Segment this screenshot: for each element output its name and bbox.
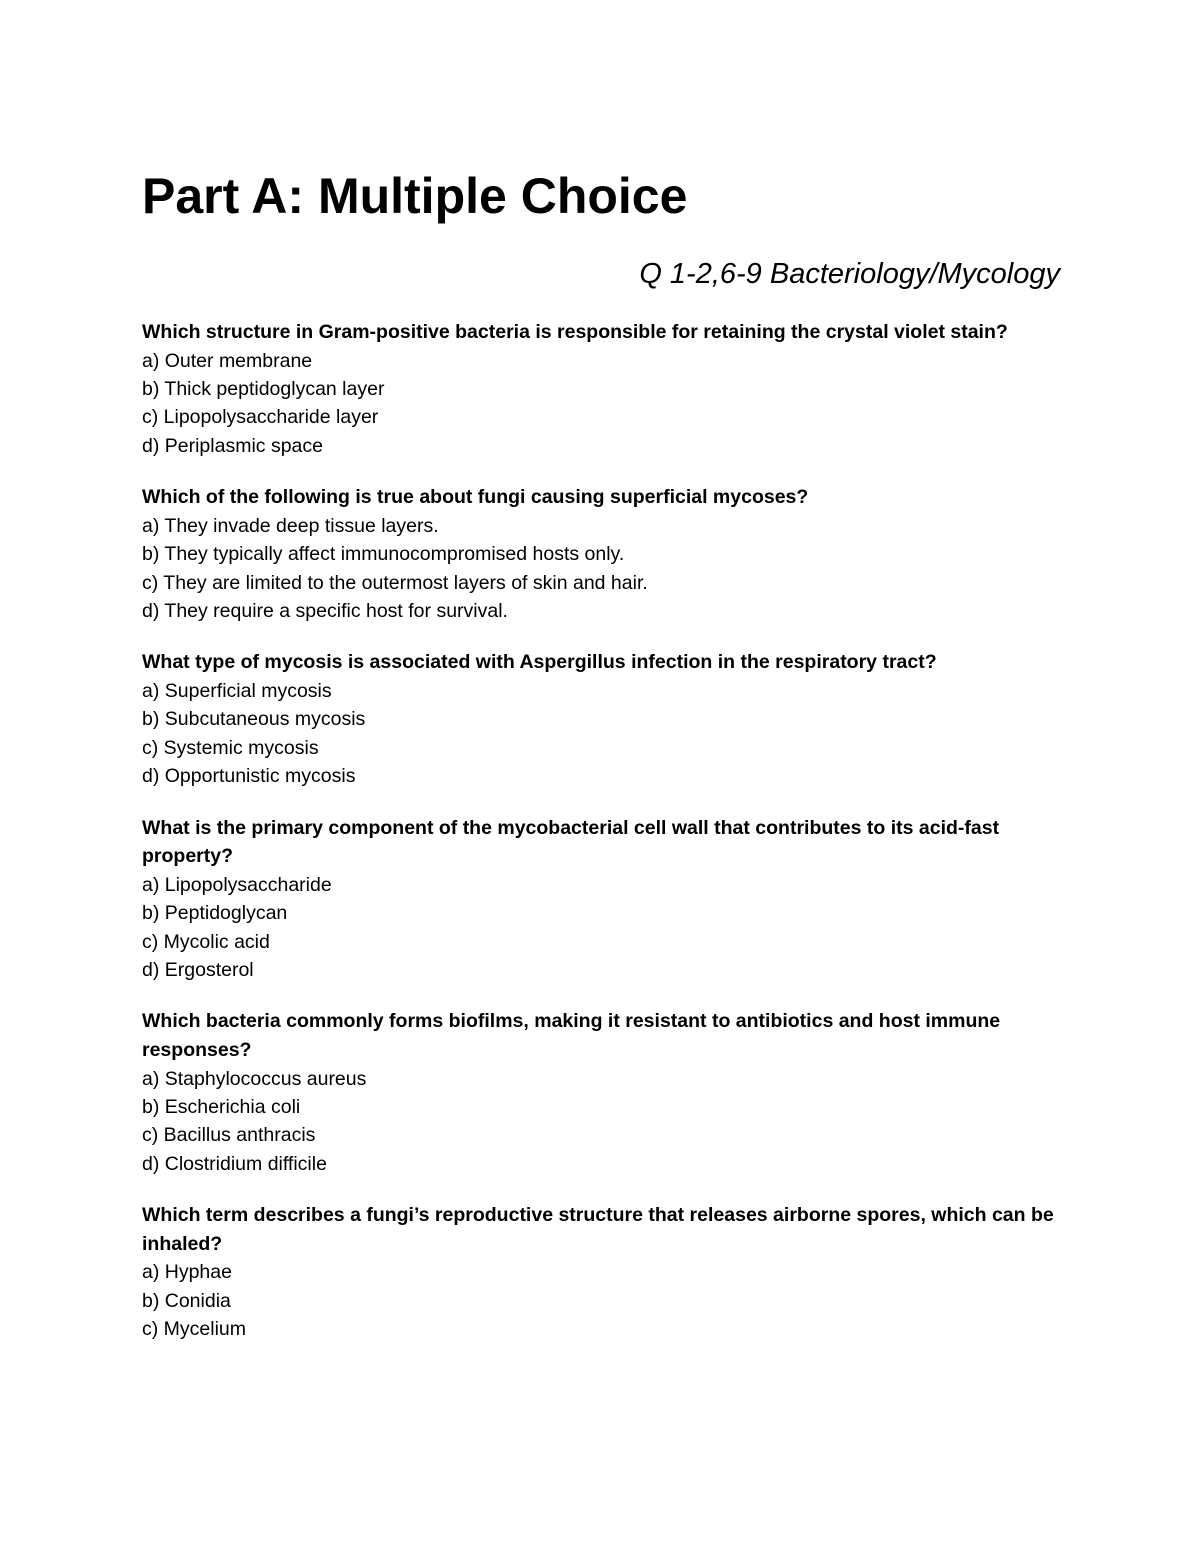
answer-option-c: c) Mycelium [142, 1318, 247, 1341]
question-text: Which structure in Gram-positive bacteria is responsible for retaining the crystal violet stain? [142, 321, 1008, 343]
answer-option-b: b) Thick peptidoglycan layer [142, 378, 385, 400]
answer-option-a: a) Staphylococcus aureus [142, 1067, 367, 1090]
answer-option-a: a) Outer membrane [142, 349, 313, 372]
answer-option-a: a) Superficial mycosis [142, 680, 332, 703]
answer-option-d: d) Periplasmic space [142, 434, 323, 457]
page-title: Part A: Multiple Choice [142, 168, 688, 224]
question-3 [142, 648, 1062, 790]
answer-option-c: c) Lipopolysaccharide layer [142, 406, 379, 429]
answer-option-b: b) Conidia [142, 1289, 231, 1312]
question-text: What is the primary component of the mycobacterial cell wall that contributes to its acid-fast property? [142, 816, 1000, 868]
answer-option-c: c) Mycolic acid [142, 930, 270, 953]
answer-option-b: b) Subcutaneous mycosis [142, 708, 366, 731]
answer-option-b: b) Peptidoglycan [142, 902, 288, 925]
answer-option-c: c) They are limited to the outermost layers of skin and hair. [142, 571, 648, 594]
section-subtitle: Q 1-2,6-9 Bacteriology/Mycology [639, 258, 1060, 290]
answer-option-a: a) Lipopolysaccharide [142, 873, 332, 896]
answer-option-b: b) They typically affect immunocompromised hosts only. [142, 543, 625, 566]
question-5 [142, 1007, 1062, 1178]
question-text: Which term describes a fungi’s reproductive structure that releases airborne spores, which can be inhaled? [142, 1204, 1054, 1255]
answer-option-b: b) Escherichia coli [142, 1096, 301, 1119]
question-6 [142, 1201, 1062, 1343]
question-text: Which of the following is true about fungi causing superficial mycoses? [142, 486, 809, 509]
answer-option-d: d) Ergosterol [142, 959, 254, 982]
question-2 [142, 483, 1062, 625]
answer-option-c: c) Bacillus anthracis [142, 1124, 316, 1147]
question-list [142, 318, 1062, 1367]
answer-option-d: d) Opportunistic mycosis [142, 765, 356, 788]
question-4 [142, 814, 1062, 985]
question-1 [142, 318, 1062, 460]
answer-option-d: d) Clostridium difficile [142, 1152, 327, 1175]
question-text: What type of mycosis is associated with Aspergillus infection in the respiratory tract? [142, 651, 937, 674]
answer-option-a: a) Hyphae [142, 1261, 232, 1284]
answer-option-c: c) Systemic mycosis [142, 736, 319, 759]
answer-option-a: a) They invade deep tissue layers. [142, 514, 439, 537]
question-text: Which bacteria commonly forms biofilms, making it resistant to antibiotics and host immune responses? [142, 1010, 1001, 1062]
answer-option-d: d) They require a specific host for survival. [142, 600, 508, 623]
